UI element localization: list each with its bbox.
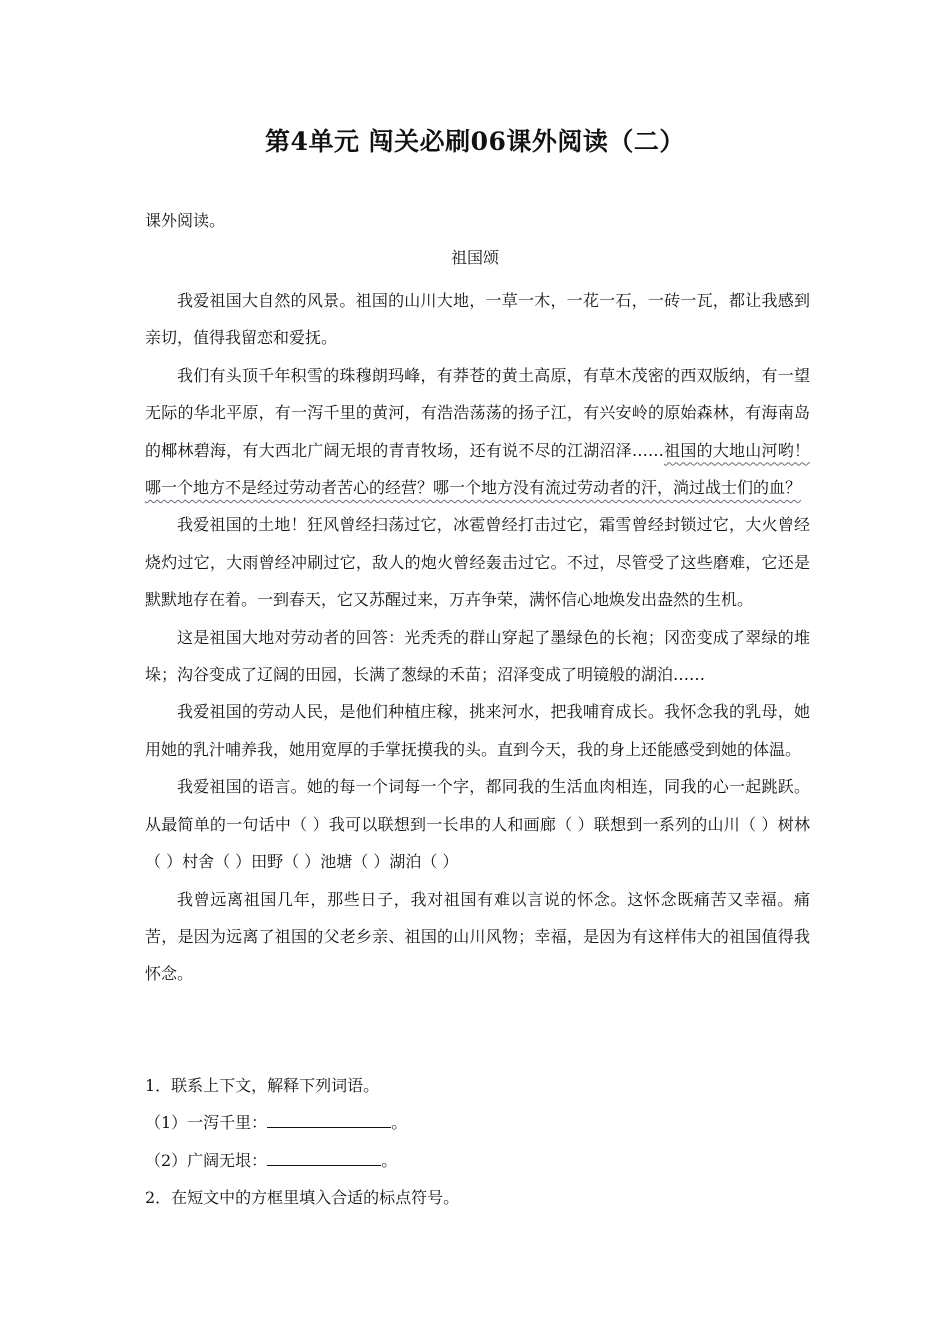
question-1-item-2 xyxy=(145,1142,810,1179)
instruction-text: 课外阅读。 xyxy=(145,211,226,230)
item-label: （2）广阔无垠： xyxy=(145,1150,268,1170)
question-2: 2．在短文中的方框里填入合适的标点符号。 xyxy=(145,1188,460,1208)
article-body xyxy=(145,282,810,993)
paragraph-3: 我爱祖国的土地！狂风曾经扫荡过它，冰雹曾经打击过它，霜雪曾经封锁过它，大火曾经烧灼过它，大雨曾经冲刷过它，敌人的炮火曾经轰击过它。不过，尽管受了这些磨难，它还是默默地存在着。一到春天，它又苏醒过来，万卉争荣，满怀信心地焕发出盎然的生机。 xyxy=(145,515,810,610)
item-label: （1）一泻千里： xyxy=(145,1113,268,1133)
article-title: 祖国颂 xyxy=(450,248,499,267)
paragraph-5: 我爱祖国的劳动人民，是他们种植庄稼，挑来河水，把我哺育成长。我怀念我的乳母，她用她的乳汁哺养我，她用宽厚的手掌抚摸我的头。直到今天，我的身上还能感受到她的体温。 xyxy=(145,702,810,759)
wavy-underlined-sentence: 祖国的大地山河哟！哪一个地方不是经过劳动者苦心的经营？哪一个地方没有流过劳动者的汗，淌过战士们的血？ xyxy=(145,440,810,498)
paragraph-4: 这是祖国大地对劳动者的回答：光秃秃的群山穿起了墨绿色的长袍；冈峦变成了翠绿的堆垛；沟谷变成了辽阔的田园，长满了葱绿的禾苗；沼泽变成了明镜般的湖泊…… xyxy=(145,627,810,685)
paragraph-1: 我爱祖国大自然的风景。祖国的山川大地，一草一木，一花一石，一砖一瓦，都让我感到亲切，值得我留恋和爱抚。 xyxy=(145,291,810,348)
questions-section xyxy=(145,1067,810,1217)
document-title: 第4单元 闯关必刷06课外阅读（二） xyxy=(265,127,685,156)
answer-blank[interactable] xyxy=(267,1147,381,1166)
answer-blank[interactable] xyxy=(267,1109,391,1128)
paragraph-6: 我爱祖国的语言。她的每一个词每一个字，都同我的生活血肉相连，同我的心一起跳跃。从最简单的一句话中（ ）我可以联想到一长串的人和画廊（ ）联想到一系列的山川（ ）树林（ ）村舍（ ）田野（ ）池塘（ ）湖泊（ ） xyxy=(145,777,810,872)
question-1: 1．联系上下文，解释下列词语。 xyxy=(145,1076,380,1095)
paragraph-7: 我曾远离祖国几年，那些日子，我对祖国有难以言说的怀念。这怀念既痛苦又幸福。痛苦，是因为远离了祖国的父老乡亲、祖国的山川风物；幸福，是因为有这样伟大的祖国值得我怀念。 xyxy=(145,889,810,984)
paragraph-2-text: 我们有头顶千年积雪的珠穆朗玛峰，有莽苍的黄土高原，有草木茂密的西双版纳，有一望无际的华北平原，有一泻千里的黄河，有浩浩荡荡的扬子江，有兴安岭的原始森林，有海南岛的椰林碧海，有大西北广阔无垠的青青牧场，还有说不尽的江湖沼泽…… xyxy=(145,365,810,460)
period-mark: 。 xyxy=(391,1113,408,1133)
paragraph-2 xyxy=(145,357,810,507)
question-1-item-1 xyxy=(145,1104,810,1141)
period-mark: 。 xyxy=(381,1150,398,1170)
